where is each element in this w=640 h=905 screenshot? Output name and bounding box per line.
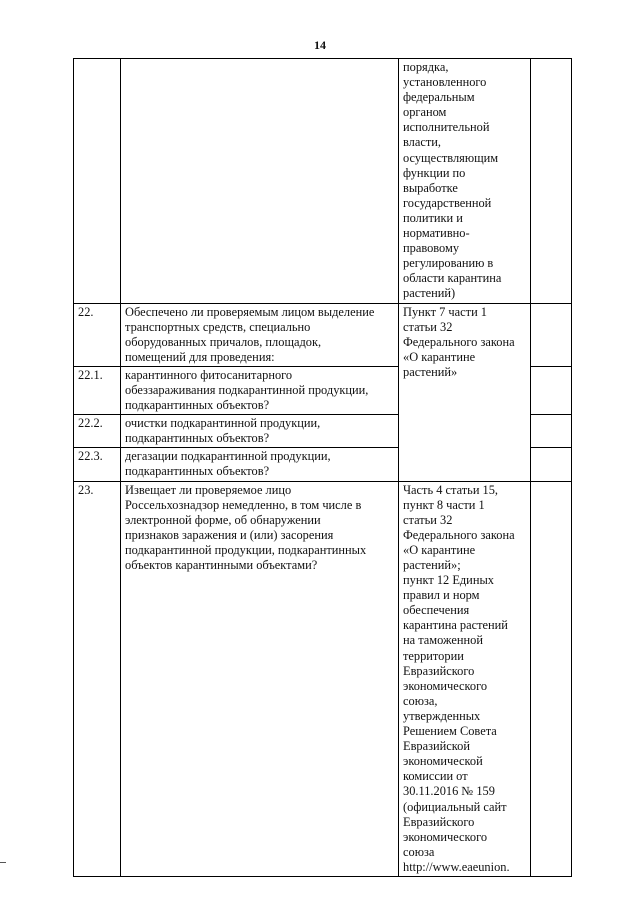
- reference-line: пункт 12 Единых: [403, 573, 494, 588]
- row-number: [74, 59, 121, 304]
- reference-line: обеспечения: [403, 603, 470, 618]
- row-number: 22.: [74, 303, 121, 366]
- reference-line: http://www.eaeunion.: [403, 859, 510, 874]
- reference-line: статьи 32: [403, 512, 453, 527]
- answer-cell: [531, 481, 572, 876]
- question-line: объектов карантинными объектами?: [125, 558, 318, 572]
- reference-line: Пункт 7 части 1: [403, 304, 488, 319]
- reference-line: «О карантине: [403, 349, 476, 364]
- reference-line: Евразийского: [403, 814, 475, 829]
- reference-line: (официальный сайт: [403, 799, 507, 814]
- reference-line: территории: [403, 648, 464, 663]
- reference-line: федеральным: [403, 90, 475, 105]
- question-line: транспортных средств, специально: [125, 319, 311, 334]
- reference-line: политики и: [403, 210, 463, 225]
- answer-cell: [531, 366, 572, 414]
- reference-line: 30.11.2016 № 159: [403, 784, 495, 799]
- reference-line: Евразийского: [403, 663, 475, 678]
- reference-line: порядка,: [403, 60, 449, 74]
- question-line: карантинного фитосанитарного: [125, 367, 293, 382]
- reference-line: пункт 8 части 1: [403, 497, 485, 512]
- reference-line: «О карантине: [403, 542, 476, 557]
- reference-line: экономического: [403, 678, 488, 693]
- reference-line: Часть 4 статьи 15,: [403, 482, 499, 497]
- question-line: электронной форме, об обнаружении: [125, 512, 321, 527]
- row-number: 22.2.: [74, 415, 121, 448]
- reference-line: карантина растений: [403, 618, 508, 633]
- answer-cell: [531, 448, 572, 481]
- reference-line: союза,: [403, 693, 438, 708]
- question-line: Обеспечено ли проверяемым лицом выделение: [125, 304, 375, 319]
- reference-line: растений»: [403, 364, 458, 379]
- reference-line: органом: [403, 105, 447, 120]
- reference-line: правил и норм: [403, 588, 480, 603]
- reference-line: статьи 32: [403, 319, 453, 334]
- row-number: 22.1.: [74, 366, 121, 414]
- reference-line: регулированию в: [403, 256, 494, 271]
- table-row: [74, 303, 572, 366]
- question-cell: [121, 303, 399, 366]
- reference-line: выработке: [403, 180, 458, 195]
- reference-line: Федерального закона: [403, 334, 515, 349]
- reference-line: растений): [403, 286, 456, 301]
- row-number: 22.3.: [74, 448, 121, 481]
- reference-line: осуществляющим: [403, 150, 499, 165]
- row-number: 23.: [74, 481, 121, 876]
- reference-line: функции по: [403, 165, 466, 180]
- reference-line: Федерального закона: [403, 527, 515, 542]
- reference-cell: [399, 481, 531, 876]
- scan-artifact: [0, 862, 6, 863]
- question-line: очистки подкарантинной продукции,: [125, 416, 321, 431]
- question-cell: [121, 448, 399, 481]
- reference-line: нормативно-: [403, 226, 470, 241]
- table-row: [74, 481, 572, 876]
- reference-line: исполнительной: [403, 120, 490, 135]
- reference-cell: [399, 59, 531, 304]
- reference-line: союза: [403, 844, 435, 859]
- question-line: подкарантинной продукции, подкарантинных: [125, 542, 367, 557]
- reference-line: государственной: [403, 195, 492, 210]
- reference-line: Евразийской: [403, 739, 470, 754]
- question-line: Извещает ли проверяемое лицо: [125, 482, 292, 497]
- question-line: Россельхознадзор немедленно, в том числе в: [125, 497, 362, 512]
- reference-cell: [399, 303, 531, 481]
- question-cell: [121, 59, 399, 304]
- reference-line: растений»;: [403, 558, 461, 572]
- answer-cell: [531, 415, 572, 448]
- question-line: признаков заражения и (или) засорения: [125, 527, 334, 542]
- table-row: [74, 59, 572, 304]
- reference-line: правовому: [403, 241, 460, 256]
- reference-line: экономической: [403, 754, 483, 769]
- reference-line: комиссии от: [403, 769, 468, 784]
- question-cell: [121, 415, 399, 448]
- reference-line: экономического: [403, 829, 488, 844]
- answer-cell: [531, 303, 572, 366]
- question-line: дегазации подкарантинной продукции,: [125, 449, 331, 464]
- reference-line: установленного: [403, 75, 487, 90]
- question-line: подкарантинных объектов?: [125, 431, 270, 446]
- question-line: подкарантинных объектов?: [125, 464, 270, 479]
- reference-line: на таможенной: [403, 633, 484, 648]
- question-line: помещений для проведения:: [125, 349, 275, 364]
- answer-cell: [531, 59, 572, 304]
- reference-line: области карантина: [403, 271, 502, 286]
- page-number: 14: [314, 38, 326, 52]
- reference-line: утвержденных: [403, 708, 481, 723]
- checklist-table: [73, 58, 572, 877]
- question-line: оборудованных причалов, площадок,: [125, 334, 322, 349]
- question-line: подкарантинных объектов?: [125, 398, 270, 413]
- reference-line: Решением Совета: [403, 724, 497, 739]
- reference-line: власти,: [403, 135, 442, 150]
- question-line: обеззараживания подкарантинной продукции,: [125, 382, 369, 397]
- question-cell: [121, 481, 399, 876]
- question-cell: [121, 366, 399, 414]
